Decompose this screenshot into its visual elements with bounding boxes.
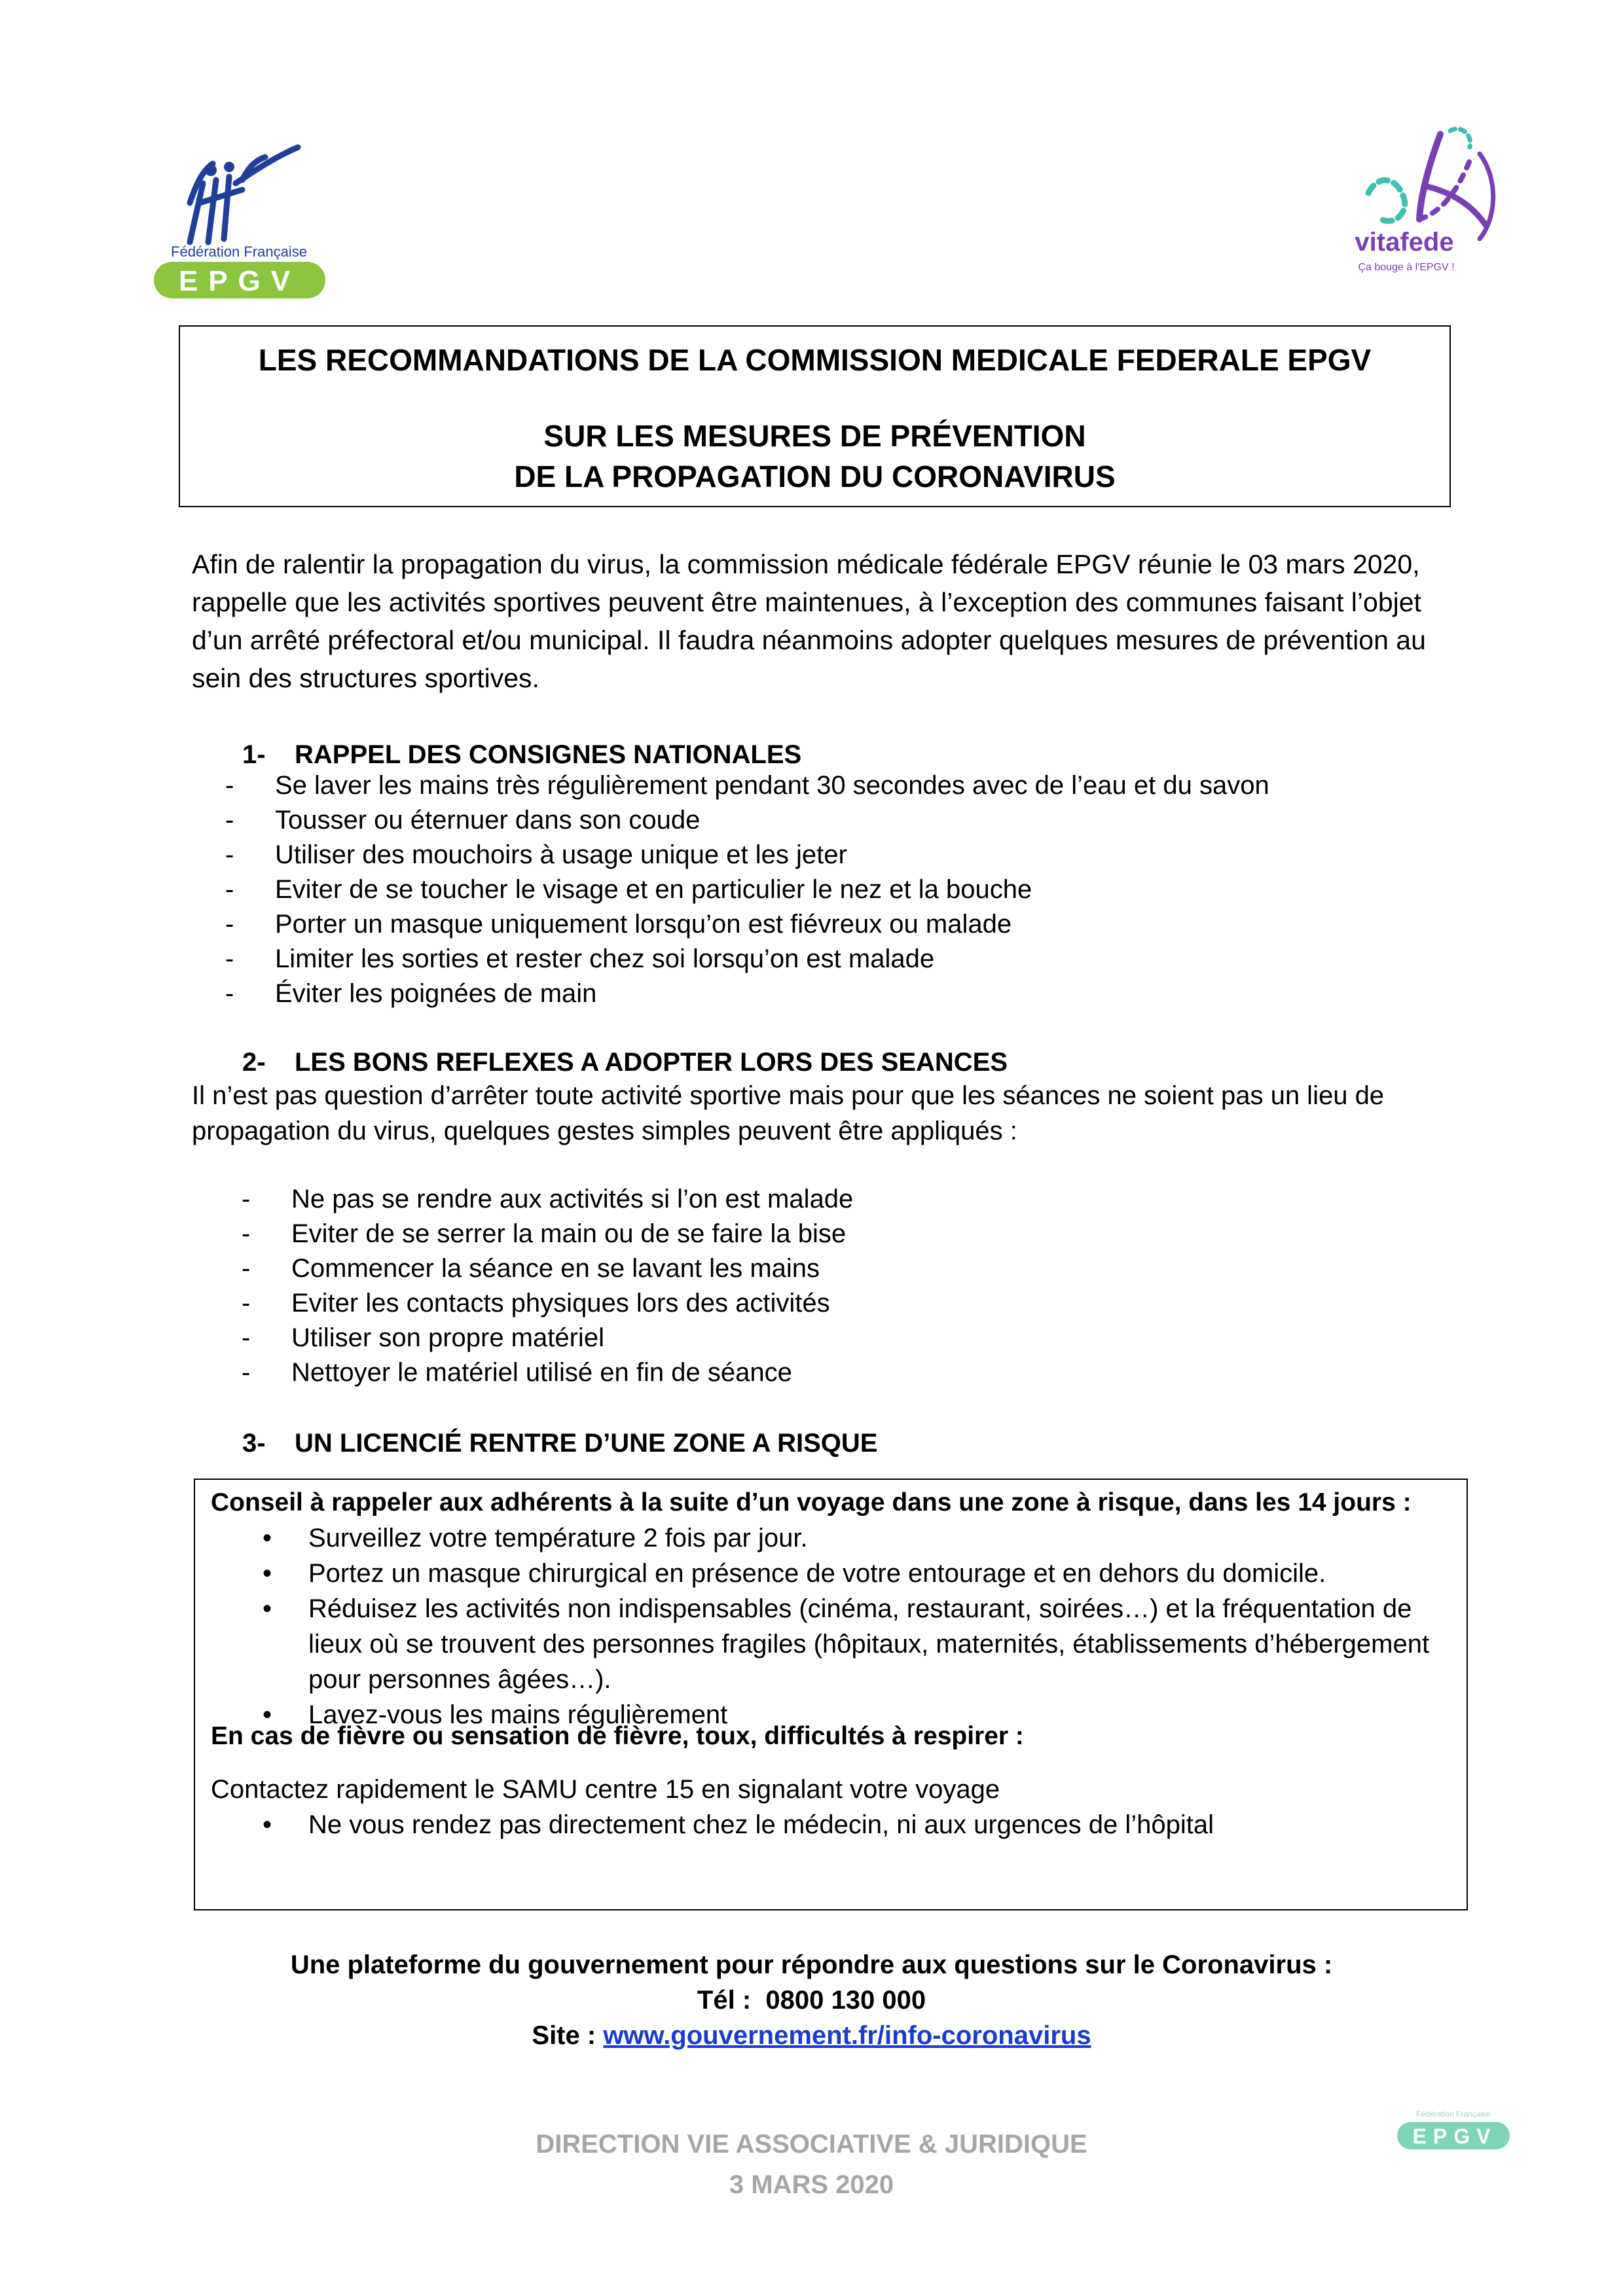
list-item: - Utiliser son propre matériel (242, 1323, 604, 1352)
gov-site-line: Site : www.gouvernement.fr/info-coronavirus (532, 2021, 1091, 2050)
svg-text:EPGV: EPGV (178, 265, 301, 297)
svg-text:Fédération Française: Fédération Française (1416, 2109, 1491, 2119)
list-item: - Limiter les sorties et rester chez soi lorsqu’on est malade (225, 944, 935, 973)
urgent-list (263, 1807, 1421, 1842)
svg-text:Ça bouge à l'EPGV !: Ça bouge à l'EPGV ! (1358, 262, 1455, 273)
section-3-heading: 3- UN LICENCIÉ RENTRE D’UNE ZONE A RISQUE (242, 1429, 878, 1458)
list-item: - Eviter de se serrer la main ou de se faire la bise (242, 1219, 847, 1248)
risk-advice-list (263, 1520, 1461, 1732)
list-item: • Portez un masque chirurgical en présence de votre entourage et en dehors du domicile. (263, 1559, 1326, 1588)
epgv-logo (151, 144, 327, 301)
epgv-small-logo (1395, 2108, 1512, 2153)
footer-department: DIRECTION VIE ASSOCIATIVE & JURIDIQUE (536, 2130, 1087, 2159)
vitafede-logo (1342, 121, 1506, 278)
footer-date: 3 MARS 2020 (729, 2170, 894, 2199)
list-item: - Porter un masque uniquement lorsqu’on est fiévreux ou malade (225, 910, 1012, 939)
list-item: - Nettoyer le matériel utilisé en fin de séance (242, 1358, 792, 1387)
gov-phone-number: 0800 130 000 (765, 1986, 926, 2015)
list-item: • Ne vous rendez pas directement chez le médecin, ni aux urgences de l’hôpital (263, 1810, 1214, 1839)
svg-text:vitafede: vitafede (1355, 228, 1454, 257)
risk-advice-box (194, 1479, 1468, 1910)
gov-platform-line: Une plateforme du gouvernement pour répondre aux questions sur le Coronavirus : (290, 1950, 1333, 1979)
list-item: - Ne pas se rendre aux activités si l’on est malade (242, 1185, 854, 1213)
svg-text:EPGV: EPGV (1412, 2125, 1497, 2148)
section-2-intro: Il n’est pas question d’arrêter toute activité sportive mais pour que les séances ne soient pas un lieu de propagation du virus, quelques gestes simples peuvent être appliqués : (192, 1081, 1385, 1145)
document-title: LES RECOMMANDATIONS DE LA COMMISSION MEDICALE FEDERALE EPGV (258, 343, 1372, 377)
list-item: • Réduisez les activités non indispensables (cinéma, restaurant, soirées…) et la fréquentation de lieux où se trouvent des personnes fragiles (hôpitaux, maternités, établissements d’hébergement pour personnes âgées…). (263, 1594, 1430, 1694)
list-item: - Tousser ou éternuer dans son coude (225, 806, 701, 834)
list-item: • Lavez-vous les mains régulièrement (263, 1700, 728, 1729)
section-2-heading: 2- LES BONS REFLEXES A ADOPTER LORS DES SEANCES (242, 1048, 1008, 1077)
document-subtitle-line2: DE LA PROPAGATION DU CORONAVIRUS (514, 459, 1116, 493)
list-item: - Commencer la séance en se lavant les mains (242, 1254, 820, 1283)
document-subtitle-line1: SUR LES MESURES DE PRÉVENTION (543, 419, 1086, 453)
svg-text:Fédération Française: Fédération Française (171, 243, 307, 260)
list-item: - Utiliser des mouchoirs à usage unique et les jeter (225, 840, 847, 869)
risk-box-title: Conseil à rappeler aux adhérents à la suite d’un voyage dans une zone à risque, dans les 14 jours : (211, 1488, 1412, 1516)
list-item: - Éviter les poignées de main (225, 979, 597, 1008)
list-item: - Se laver les mains très régulièrement pendant 30 secondes avec de l’eau et du savon (225, 771, 1269, 800)
list-item: • Surveillez votre température 2 fois par jour. (263, 1524, 808, 1552)
gov-platform-info (0, 1947, 1623, 2053)
section-1-list (225, 768, 1269, 1011)
footer (0, 2124, 1623, 2205)
title-box (179, 325, 1451, 507)
section-2-list (242, 1182, 854, 1390)
gov-phone-line: Tél : 0800 130 000 (697, 1986, 926, 2015)
list-item: - Eviter de se toucher le visage et en particulier le nez et la bouche (225, 875, 1032, 904)
gov-site-link[interactable]: www.gouvernement.fr/info-coronavirus (603, 2021, 1091, 2050)
contact-text: Contactez rapidement le SAMU centre 15 en signalant votre voyage (211, 1775, 1000, 1804)
fever-title: En cas de fièvre ou sensation de fièvre, toux, difficultés à respirer : (211, 1722, 1024, 1750)
section-1-heading: 1- RAPPEL DES CONSIGNES NATIONALES (242, 740, 802, 769)
list-item: - Eviter les contacts physiques lors des activités (242, 1289, 830, 1318)
intro-paragraph: Afin de ralentir la propagation du virus, la commission médicale fédérale EPGV réunie le 03 mars 2020, rappelle que les activités sportives peuvent être maintenues, à l’exception des communes faisant l’objet d’un arrêté préfectoral et/ou municipal. Il faudra néanmoins adopter quelques mesures de prévention au sein des structures sportives. (192, 549, 1426, 693)
